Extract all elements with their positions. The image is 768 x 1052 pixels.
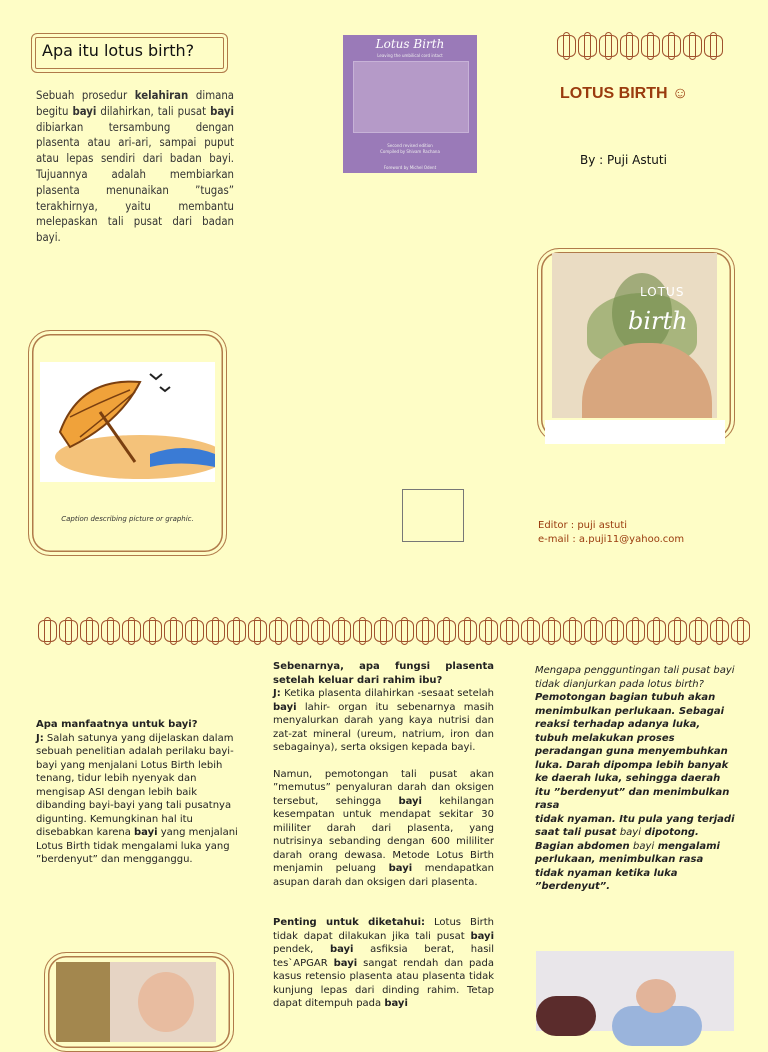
intro-paragraph: Sebuah prosedur kelahiran dimana begitu bayi dilahirkan, tali pusat bayi dibiarkan tersambung dengan plasenta atau ari-ari, sampai puput atau lepas sendiri dari badan bayi. Tujuannya adalah membiarkan plasenta menunaikan ”tugas” terakhirnya, yaitu membantu melepaskan tali pusat dari badan bayi.: [36, 89, 234, 245]
lotus-birth-photo: [552, 253, 717, 418]
important-note: Penting untuk diketahui: Lotus Birth tidak dapat dilakukan jika tali pusat bayi pendek, bayi asfiksia berat, hasil tes`APGAR bayi sangat rendah dan pada kasus retensio plasenta atau plasenta tidak kunjung lepas dari dinding rahim. Tetap dapat ditempuh pada bayi: [273, 917, 494, 1009]
benefit-answer: J: Salah satunya yang dijelaskan dalam sebuah penelitian adalah perilaku bayi-bayi yang menjalani Lotus Birth lebih tenang, tidur lebih nyenyak dan mengisap ASI dengan lebih baik dibanding bayi-bayi yang tali pusatnya digunting. Kemungkinan hal itu disebabkan karena bayi yang menjalani Lotus Birth tidak mengalami luka yang ”berdenyut” dan mengganggu.: [36, 732, 238, 865]
placenta-question: Sebenarnya, apa fungsi plasenta setelah keluar dari rahim ibu?: [273, 661, 494, 686]
clipart-caption: Caption describing picture or graphic.: [61, 515, 194, 523]
author-line: By : Puji Astuti: [580, 153, 667, 167]
book-title: Lotus Birth: [375, 37, 445, 51]
placenta-answer-2: Namun, pemotongan tali pusat akan ”memutus” penyaluran darah dan oksigen tersebut, sehingga bayi kehilangan kesempatan untuk mendapat sekitar 30 mililiter darah dari plasenta, yang nutrisinya sebanding dengan 600 mililiter darah orang dewasa. Metode Lotus Birth menjamin peluang bayi mendapatkan asupan darah dan oksigen dari plasenta.: [273, 768, 494, 888]
benefit-section: [36, 718, 240, 867]
book-edition: Second revised edition Compiled by Shivam Rachana: [380, 143, 440, 154]
benefit-question: Apa manfaatnya untuk bayi?: [36, 719, 198, 730]
baby-photo-left: [56, 962, 216, 1042]
photo-bottom-strip: [545, 420, 725, 444]
book-subtitle: Leaving the umbilical cord intact: [377, 53, 443, 58]
book-foreword: Foreword by Michel Odent: [383, 165, 437, 170]
section-title: Apa itu lotus birth?: [42, 41, 195, 60]
section-title-box: [31, 33, 228, 73]
book-cover-image: [343, 35, 477, 173]
cord-question: Mengapa pengguntingan tali pusat bayi tidak dianjurkan pada lotus birth?: [535, 665, 735, 690]
beach-umbrella-clipart: [40, 362, 215, 482]
baby-photo-right: [536, 951, 734, 1031]
cord-cutting-section: [535, 664, 735, 894]
placenta-answer-1: J: Ketika plasenta dilahirkan -sesaat setelah bayi lahir- organ itu sebenarnya masih menyalurkan darah yang kaya nutrisi dan zat-zat mineral (ureum, natrium, iron dan sebagainya), serta oksigen kepada bayi.: [273, 688, 494, 753]
cord-answer-1: Pemotongan bagian tubuh akan menimbulkan perlukaan. Sebagai reaksi terhadap adanya luka, tubuh melakukan proses peradangan guna menyembuhkan luka. Darah dipompa lebih banyak ke daerah luka, sehingga daerah itu ”berdenyut” dan menimbulkan rasa: [535, 692, 730, 811]
cord-answer-2: tidak nyaman. Itu pula yang terjadi saat tali pusat bayi dipotong. Bagian abdomen bayi mengalami perlukaan, menimbulkan rasa tidak nyaman ketika luka ”berdenyut”.: [535, 813, 735, 892]
placenta-function-section: [273, 660, 494, 1011]
photo-label-birth: birth: [628, 307, 688, 335]
book-cover-art: [353, 61, 469, 133]
editor-name: Editor : puji astuti: [538, 520, 628, 531]
editor-email[interactable]: e-mail : a.puji11@yahoo.com: [538, 534, 685, 545]
editor-info: [538, 519, 684, 547]
chain-decoration-middle: [38, 620, 750, 642]
chain-decoration-top: [557, 35, 723, 57]
empty-image-placeholder: [402, 489, 464, 542]
photo-label-lotus: LOTUS: [640, 285, 685, 299]
brochure-title: LOTUS BIRTH ☺: [560, 85, 689, 102]
